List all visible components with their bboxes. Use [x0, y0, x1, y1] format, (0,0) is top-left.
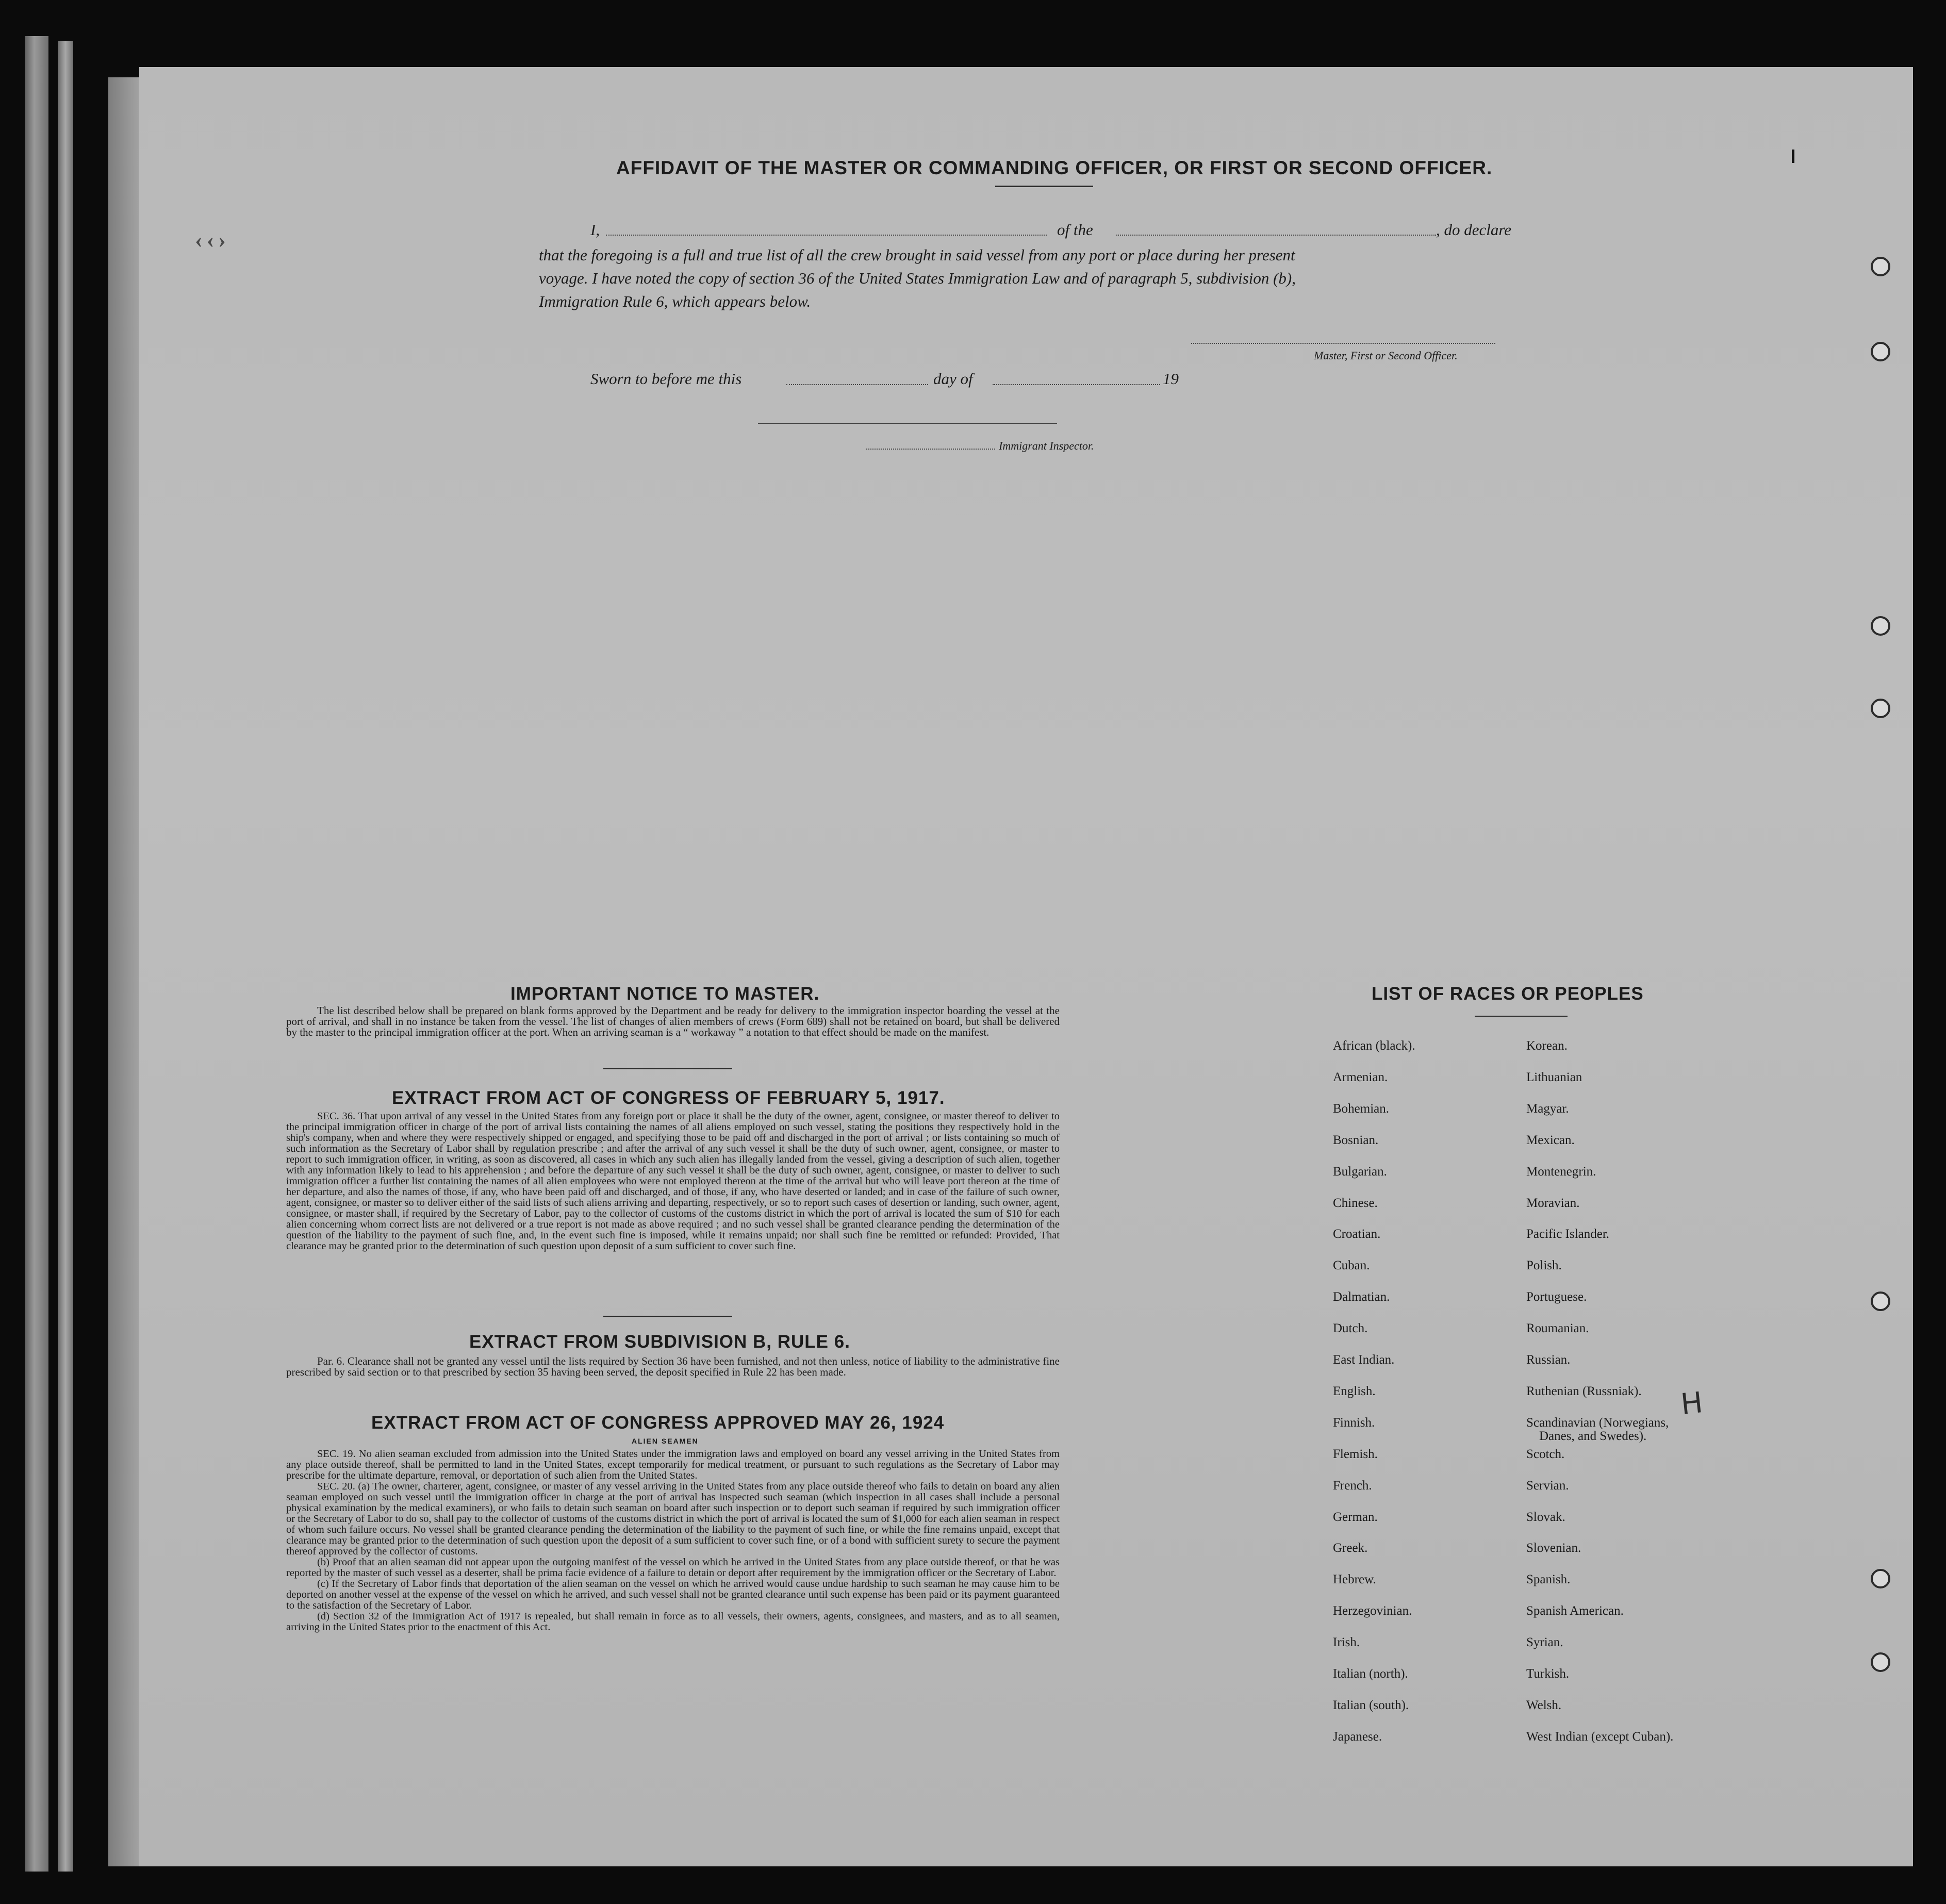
race-item: Flemish.	[1333, 1447, 1378, 1461]
race-item: Bosnian.	[1333, 1133, 1379, 1147]
race-item: Magyar.	[1526, 1101, 1569, 1116]
sworn-year: 19	[1163, 370, 1179, 388]
affidavit-line1-of-the: of the	[1057, 221, 1093, 239]
race-item: Turkish.	[1526, 1667, 1570, 1681]
sworn-month-field	[993, 384, 1160, 385]
act-1917-rule	[603, 1316, 732, 1317]
race-item: Roumanian.	[1526, 1321, 1589, 1336]
race-item: Dalmatian.	[1333, 1290, 1390, 1304]
inspector-signature-rule	[758, 423, 1057, 424]
act-1924-text	[286, 1449, 1060, 1633]
binder-hole	[1871, 1292, 1890, 1311]
race-item: Korean.	[1526, 1039, 1568, 1053]
race-item: Scandinavian (Norwegians,	[1526, 1415, 1669, 1430]
binder-hole	[1871, 616, 1890, 636]
act-1917-title: EXTRACT FROM ACT OF CONGRESS OF FEBRUARY 5, 1917.	[392, 1088, 945, 1108]
affidavit-line4: Immigration Rule 6, which appears below.	[539, 292, 811, 310]
affidavit-line1-declare: , do declare	[1436, 221, 1512, 239]
inspector-dotted-line	[866, 449, 995, 450]
sworn-day-field	[786, 384, 928, 385]
sec20b-text: (b) Proof that an alien seaman did not appear upon the outgoing manifest of the vessel on which he arrived in the United States from any place outside thereof, or that he was reported by the master of such vessel as a deserter, shall be prima facie evidence of a failure to detain or deport after requirement by the immigration officer or the Secretary of Labor.	[286, 1557, 1060, 1579]
binder-hole	[1871, 1569, 1890, 1588]
race-item: Finnish.	[1333, 1415, 1375, 1430]
race-item: Dutch.	[1333, 1321, 1368, 1336]
race-right-continuation: Danes, and Swedes).	[1539, 1429, 1647, 1443]
race-item: Armenian.	[1333, 1070, 1388, 1084]
race-item: Cuban.	[1333, 1259, 1370, 1273]
race-item: West Indian (except Cuban).	[1526, 1729, 1674, 1744]
race-item: Portuguese.	[1526, 1290, 1587, 1304]
race-item: Greek.	[1333, 1541, 1368, 1555]
race-item: French.	[1333, 1478, 1372, 1493]
race-item: Servian.	[1526, 1478, 1569, 1493]
signature-line	[1191, 343, 1495, 344]
act-1924-title: EXTRACT FROM ACT OF CONGRESS APPROVED MAY 26, 1924	[371, 1413, 945, 1433]
race-item: Chinese.	[1333, 1196, 1378, 1210]
race-item: Slovenian.	[1526, 1541, 1581, 1555]
binder-hole	[1871, 342, 1890, 361]
notice-title: IMPORTANT NOTICE TO MASTER.	[510, 984, 820, 1004]
affidavit-line1-i: I,	[590, 221, 600, 239]
race-item: Polish.	[1526, 1259, 1562, 1273]
race-item: Scotch.	[1526, 1447, 1565, 1461]
race-item: East Indian.	[1333, 1353, 1395, 1367]
race-item: Herzegovinian.	[1333, 1604, 1412, 1618]
affidavit-line3: voyage. I have noted the copy of section 36 of the United States Immigration Law and of paragraph 5, subdivision (b),	[539, 269, 1296, 287]
race-item: Spanish.	[1526, 1572, 1571, 1587]
race-item: Irish.	[1333, 1635, 1360, 1650]
race-item: Moravian.	[1526, 1196, 1580, 1210]
binder-spine-inner	[58, 41, 73, 1872]
race-item: Montenegrin.	[1526, 1164, 1596, 1179]
binder-hole	[1871, 1652, 1890, 1672]
act-1924-subtitle: ALIEN SEAMEN	[632, 1437, 699, 1445]
race-item: Spanish American.	[1526, 1604, 1624, 1618]
race-item: African (black).	[1333, 1039, 1415, 1053]
sec20d-text: (d) Section 32 of the Immigration Act of 1917 is repealed, but shall remain in force as to all vessels, their owners, agents, consignees, and masters, and as to all seamen, arriving in the United States prior to the enactment of this Act.	[286, 1611, 1060, 1633]
race-item: Ruthenian (Russniak).	[1526, 1384, 1642, 1398]
binder-hole	[1871, 257, 1890, 276]
sec20c-text: (c) If the Secretary of Labor finds that deportation of the alien seaman on the vessel on which he arrived would cause undue hardship to such seaman he may cause him to be deported on another vessel at the expense of the vessel on which he arrived, and such vessel shall not be granted clearance until such expense has been paid or its payment guaranteed to the satisfaction of the Secretary of Labor.	[286, 1578, 1060, 1611]
sworn-day-of: day of	[933, 370, 973, 388]
inspector-caption: Immigrant Inspector.	[999, 439, 1094, 452]
binder-hole	[1871, 699, 1890, 718]
affidavit-title: AFFIDAVIT OF THE MASTER OR COMMANDING OFFICER, OR FIRST OR SECOND OFFICER.	[616, 157, 1493, 178]
affidavit-title-rule	[995, 186, 1093, 187]
race-item: Japanese.	[1333, 1729, 1382, 1744]
affidavit-line2: that the foregoing is a full and true list of all the crew brought in said vessel from any port or place during her present	[539, 246, 1295, 264]
races-title: LIST OF RACES OR PEOPLES	[1372, 984, 1644, 1004]
race-item: German.	[1333, 1510, 1378, 1524]
race-item: Lithuanian	[1526, 1070, 1582, 1084]
race-item: Hebrew.	[1333, 1572, 1376, 1587]
race-item: Welsh.	[1526, 1698, 1562, 1712]
notice-rule	[603, 1068, 732, 1069]
name-field	[606, 235, 1047, 236]
notice-text: The list described below shall be prepared on blank forms approved by the Department and be ready for delivery to the immigration inspector boarding the vessel at the port of arrival, and shall in no instance be taken from the vessel. The list of changes of alien members of crews (Form 689) shall not be retained on board, but shall be delivered by the master to the principal immigration officer at the port. When an arriving seaman is a “ workaway ” a notation to that effect should be made on the manifest.	[286, 1004, 1060, 1038]
race-item: Syrian.	[1526, 1635, 1563, 1650]
race-item: Italian (south).	[1333, 1698, 1409, 1712]
race-item: Russian.	[1526, 1353, 1571, 1367]
race-item: Bulgarian.	[1333, 1164, 1387, 1179]
race-item: Pacific Islander.	[1526, 1227, 1610, 1241]
binder-spine	[25, 36, 48, 1872]
rule6-title: EXTRACT FROM SUBDIVISION B, RULE 6.	[469, 1332, 850, 1352]
handwritten-h: H	[1679, 1385, 1705, 1422]
race-item: Bohemian.	[1333, 1101, 1390, 1116]
rule6-text: Par. 6. Clearance shall not be granted any vessel until the lists required by Section 36 have been furnished, and not then unless, notice of liability to the administrative fine prescribed by said section or to that prescribed by section 35 having been served, the deposit specified in Rule 22 has been made.	[286, 1355, 1060, 1378]
race-item: Croatian.	[1333, 1227, 1381, 1241]
handwritten-mark: ‹‹›	[195, 227, 230, 253]
sworn-prefix: Sworn to before me this	[590, 370, 742, 388]
vessel-field	[1116, 235, 1436, 236]
sec20a-text: SEC. 20. (a) The owner, charterer, agent, consignee, or master of any vessel arriving in the United States from any place outside thereof who fails to detain on board any alien seaman employed on such vessel until the immigration officer in charge at the port of arrival has inspected such seaman (which inspection in all cases shall include a personal physical examination by the medical examiners), or who fails to detain such seaman on board after such inspection or to deport such seaman if required by such immigration officer or the Secretary of Labor to do so, shall pay to the collector of customs of the customs district in which the port of arrival is located the sum of $1,000 for each alien seaman in respect of whom such failure occurs. No vessel shall be granted clearance pending the determination of the liability to the payment of such fine, or while the fine remains unpaid, except that clearance may be granted prior to the determination of such question upon the deposit of a sum sufficient to cover such fine, or of a bond with sufficient surety to secure the payment thereof approved by the collector of customs.	[286, 1481, 1060, 1557]
sec19-text: SEC. 19. No alien seaman excluded from admission into the United States under the immigration laws and employed on board any vessel arriving in the United States from any place outside thereof, shall be permitted to land in the United States, except temporarily for medical treatment, or pursuant to such regulations as the Secretary of Labor may prescribe for the ultimate departure, removal, or deportation of such alien from the United States.	[286, 1448, 1060, 1481]
race-item: Mexican.	[1526, 1133, 1575, 1147]
signature-caption: Master, First or Second Officer.	[1314, 349, 1458, 362]
race-item: English.	[1333, 1384, 1376, 1398]
tick-mark	[1792, 150, 1794, 163]
race-item: Slovak.	[1526, 1510, 1565, 1524]
act-1917-text: SEC. 36. That upon arrival of any vessel in the United States from any foreign port or place it shall be the duty of the owner, agent, consignee, or master thereof to deliver to the principal immigration officer in charge of the port of arrival lists containing the names of all aliens employed on such vessel, stating the positions they respectively hold in the ship's company, when and where they were respectively shipped or engaged, and specifying those to be paid off and discharged in the port of arrival ; or lists containing so much of such information as the Secretary of Labor shall by regulation prescribe ; and after the arrival of any such vessel it shall be the duty of such owner, agent, consignee, or master to report to such immigration officer, in writing, as soon as discovered, all cases in which any such alien has illegally landed from the vessel, giving a description of such alien, together with any information likely to lead to his apprehension ; and before the departure of any such vessel it shall be the duty of such owner, agent, consignee, or master to deliver to such immigration officer a further list containing the names of all alien employees who were not employed thereon at the time of the arrival but who will leave port thereon at the time of her departure, and also the names of those, if any, who have been paid off and discharged, and of those, if any, who have deserted or landed; and in case of the failure of such owner, agent, consignee, or master so to deliver either of the said lists of such aliens arriving and departing, respectively, or so to report such cases of desertion or landing, such owner, agent, consignee, or master shall, if required by the Secretary of Labor, pay to the collector of customs of the customs district in which the port of arrival is located the sum of $10 for each alien concerning whom correct lists are not delivered or a true report is not made as above required ; and no such vessel shall be granted clearance pending the determination of the question of the liability to the payment of such fine, and, in the event such fine is imposed, while it remains unpaid; nor shall such fine be remitted or refunded: Provided, That clearance may be granted prior to the determination of such question upon deposit of a sum sufficient to cover such fine.	[286, 1111, 1060, 1252]
race-item: Italian (north).	[1333, 1667, 1408, 1681]
races-title-rule	[1475, 1016, 1568, 1017]
